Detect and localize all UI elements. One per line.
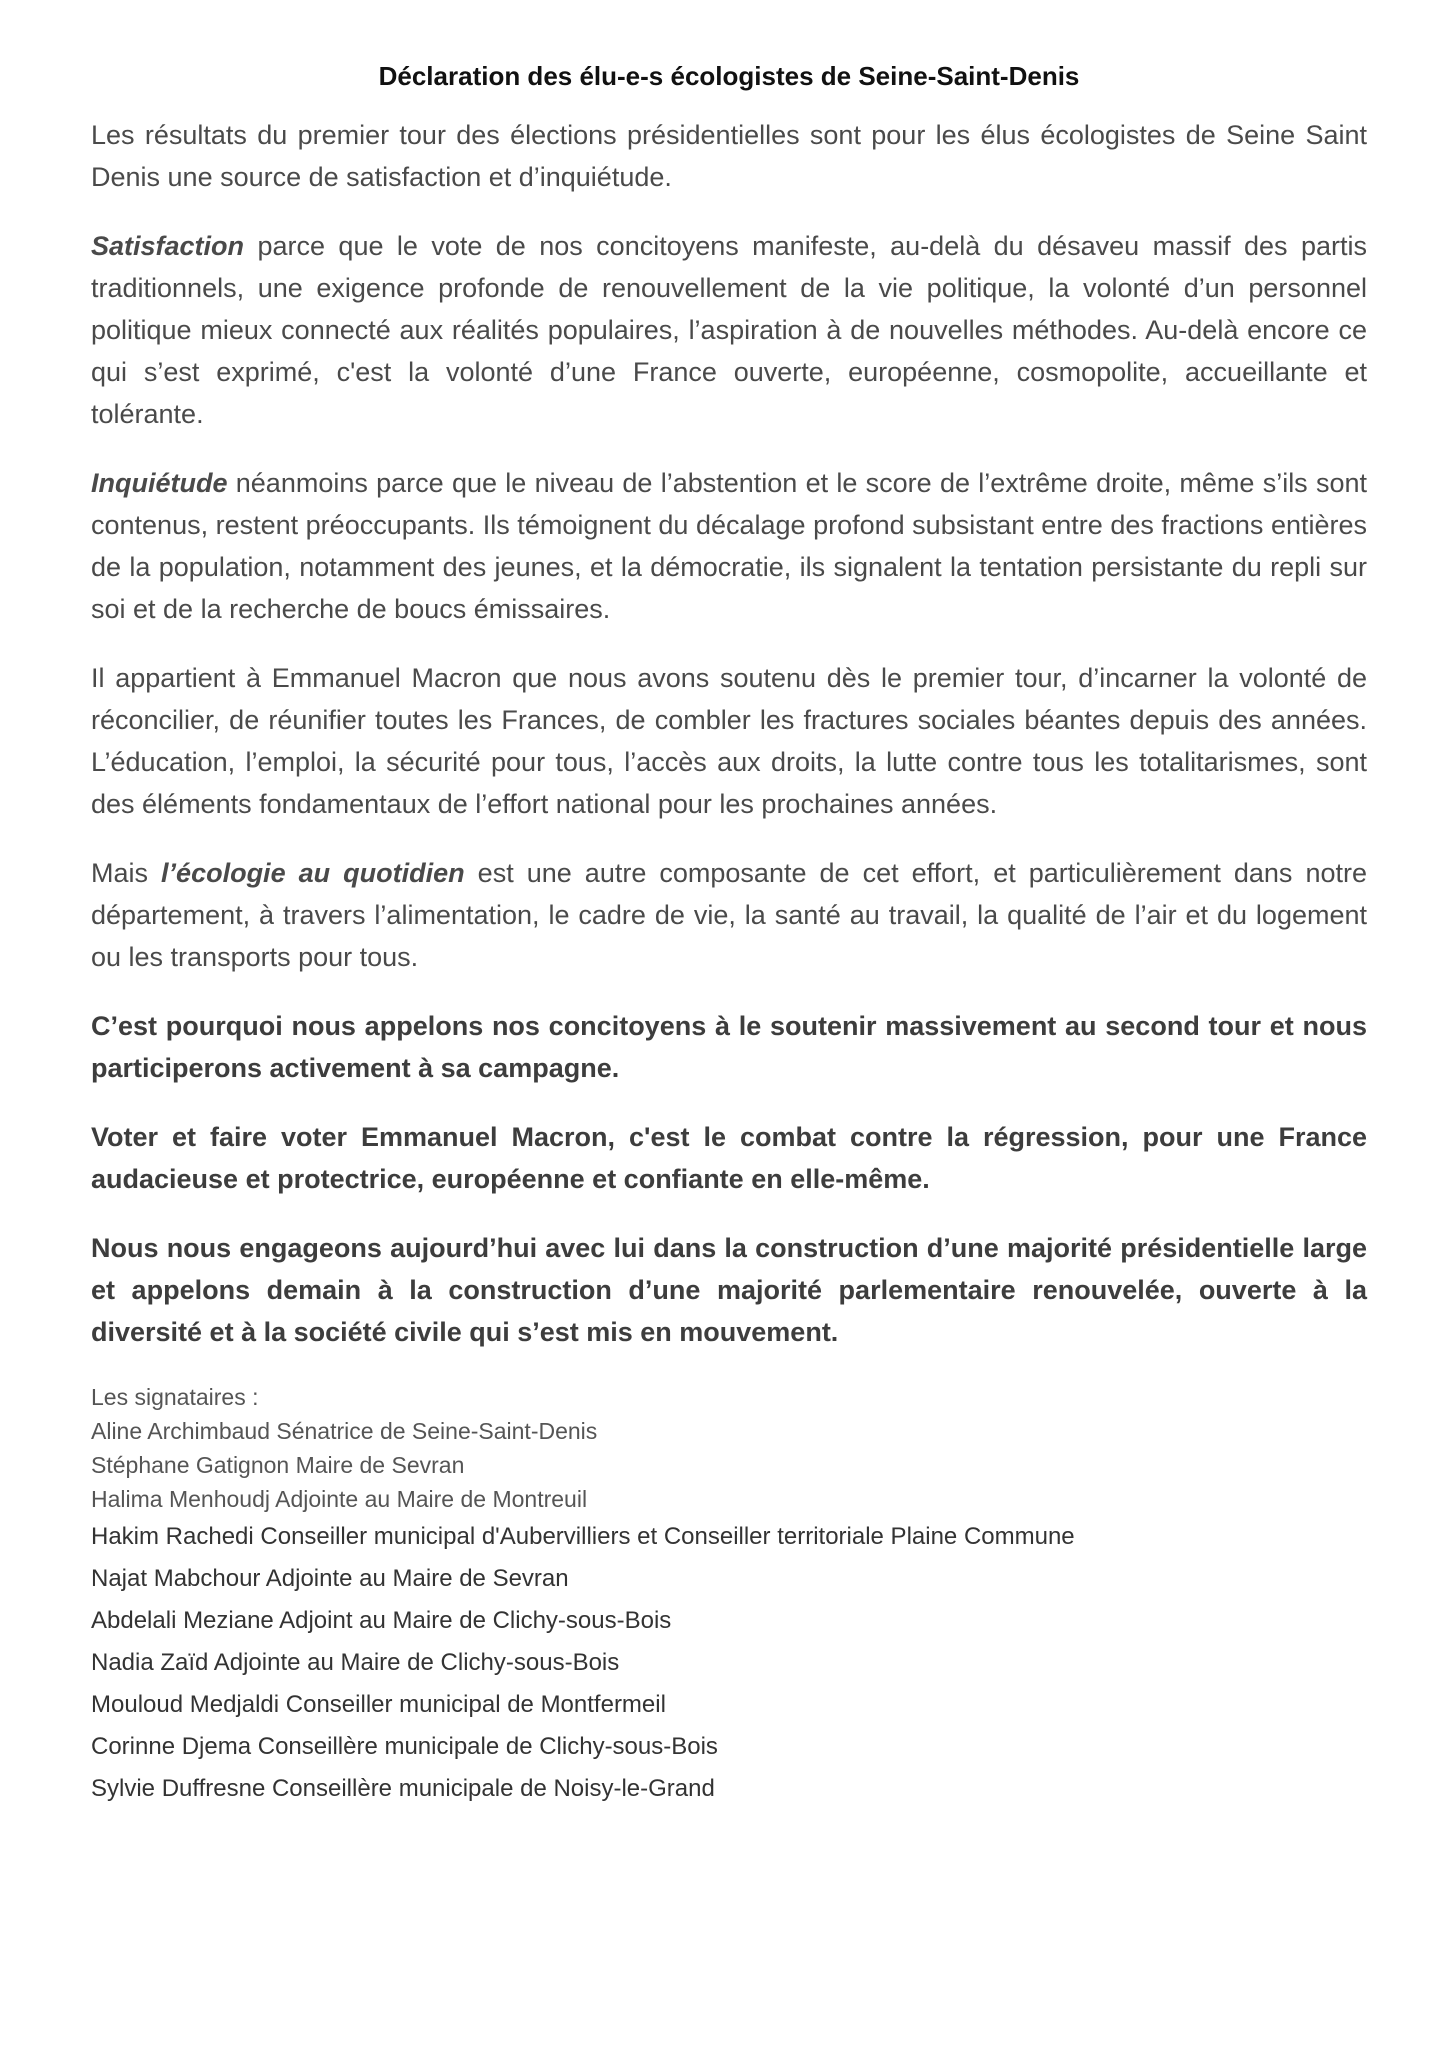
- document-content: [91, 58, 1367, 1810]
- signatory: Najat Mabchour Adjointe au Maire de Sevran: [91, 1565, 569, 1592]
- paragraph-satisfaction-text: parce que le vote de nos concitoyens manifeste, au-delà du désaveu massif des partis traditionnels, une exigence profonde de renouvellement de la vie politique, la volonté d’un personnel politique mieux connecté aux réalités populaires, l’aspiration à de nouvelles méthodes. Au-delà encore ce qui s’est exprimé, c'est la volonté d’une France ouverte, européenne, cosmopolite, accueillante et tolérante.: [91, 231, 1367, 429]
- document-title: Déclaration des élu-e-s écologistes de Seine-Saint-Denis: [378, 61, 1080, 91]
- signatories-label: Les signataires :: [91, 1384, 259, 1410]
- paragraph-macron: Il appartient à Emmanuel Macron que nous avons soutenu dès le premier tour, d’incarner la volonté de réconcilier, de réunifier toutes les Frances, de combler les fractures sociales béantes depuis des années. L’éducation, l’emploi, la sécurité pour tous, l’accès aux droits, la lutte contre tous les totalitarismes, sont des éléments fondamentaux de l’effort national pour les prochaines années.: [91, 663, 1367, 819]
- signatory: Aline Archimbaud Sénatrice de Seine-Saint-Denis: [91, 1418, 598, 1444]
- paragraph-intro: Les résultats du premier tour des élections présidentielles sont pour les élus écologistes de Seine Saint Denis une source de satisfaction et d’inquiétude.: [91, 120, 1367, 192]
- paragraph-call-to-vote: C’est pourquoi nous appelons nos concitoyens à le soutenir massivement au second tour et nous participerons activement à sa campagne.: [91, 1011, 1367, 1083]
- emphasis-satisfaction: Satisfaction: [91, 231, 245, 261]
- emphasis-ecologie: l’écologie au quotidien: [161, 858, 465, 888]
- paragraph-vote-macron: Voter et faire voter Emmanuel Macron, c'est le combat contre la régression, pour une France audacieuse et protectrice, européenne et confiante en elle-même.: [91, 1122, 1367, 1194]
- signatories-block: [91, 1380, 1367, 1810]
- signatory: Mouloud Medjaldi Conseiller municipal de Montfermeil: [91, 1691, 666, 1718]
- paragraph-inquietude-text: néanmoins parce que le niveau de l’abstention et le score de l’extrême droite, même s’ils sont contenus, restent préoccupants. Ils témoignent du décalage profond subsistant entre des fractions entières de la population, notamment des jeunes, et la démocratie, ils signalent la tentation persistante du repli sur soi et de la recherche de boucs émissaires.: [91, 468, 1367, 624]
- paragraph-satisfaction: [91, 225, 1367, 435]
- emphasis-inquietude: Inquiétude: [91, 468, 228, 498]
- signatory: Halima Menhoudj Adjointe au Maire de Montreuil: [91, 1486, 588, 1512]
- signatory: Hakim Rachedi Conseiller municipal d'Aubervilliers et Conseiller territoriale Plaine Commune: [91, 1523, 1075, 1550]
- signatory: Corinne Djema Conseillère municipale de Clichy-sous-Bois: [91, 1733, 718, 1760]
- signatory: Nadia Zaïd Adjointe au Maire de Clichy-sous-Bois: [91, 1649, 620, 1676]
- paragraph-inquietude: [91, 462, 1367, 630]
- paragraph-ecologie-text: est une autre composante de cet effort, et particulièrement dans notre département, à travers l’alimentation, le cadre de vie, la santé au travail, la qualité de l’air et du logement ou les transports pour tous.: [91, 858, 1367, 972]
- paragraph-engagement: Nous nous engageons aujourd’hui avec lui dans la construction d’une majorité présidentielle large et appelons demain à la construction d’une majorité parlementaire renouvelée, ouverte à la diversité et à la société civile qui s’est mis en mouvement.: [91, 1233, 1367, 1347]
- paragraph-ecologie: [91, 852, 1367, 978]
- signatory: Sylvie Duffresne Conseillère municipale de Noisy-le-Grand: [91, 1775, 715, 1802]
- paragraph-ecologie-lead: Mais: [91, 858, 162, 888]
- signatory: Stéphane Gatignon Maire de Sevran: [91, 1452, 465, 1478]
- signatory: Abdelali Meziane Adjoint au Maire de Clichy-sous-Bois: [91, 1607, 672, 1634]
